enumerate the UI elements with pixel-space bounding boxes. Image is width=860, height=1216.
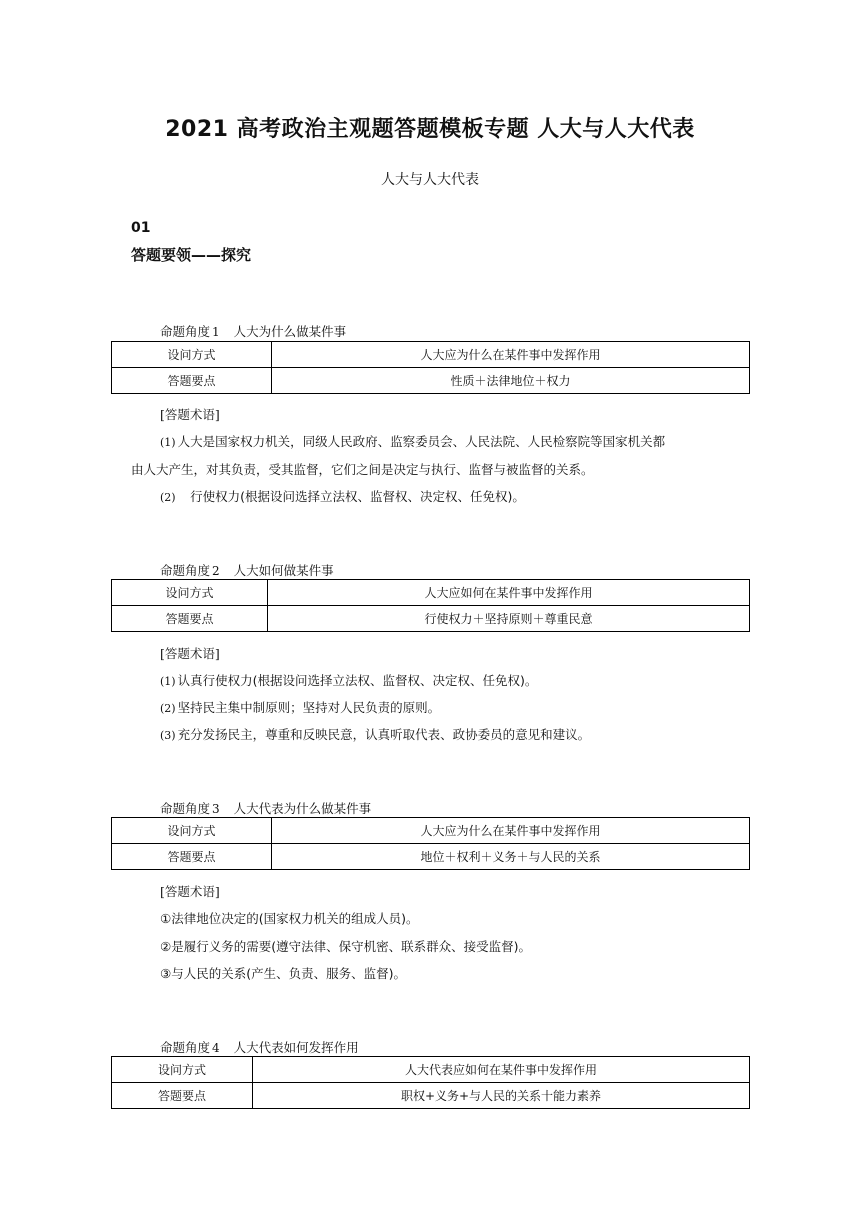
term-item	[160, 487, 525, 505]
item-number: (2)	[160, 702, 176, 715]
item-text: 认真行使权力(根据设问选择立法权、监督权、决定权、任免权)。	[177, 673, 538, 688]
angle-number: 1	[212, 325, 220, 339]
angle-1-heading	[160, 322, 346, 340]
table-key: 设问方式	[112, 818, 272, 844]
term-item	[160, 909, 418, 927]
item-number: (1)	[160, 436, 176, 449]
item-number: ①	[160, 911, 172, 926]
table-row	[112, 1083, 750, 1109]
angle-text: 人大代表如何发挥作用	[233, 1040, 359, 1055]
item-number: (1)	[160, 675, 176, 688]
term-item	[160, 964, 406, 982]
table-key: 答题要点	[112, 1083, 253, 1109]
table-row	[112, 368, 750, 394]
item-number: (2)	[160, 491, 176, 504]
term-item	[160, 698, 440, 716]
term-item	[160, 671, 537, 689]
table-value: 人大应如何在某件事中发挥作用	[268, 580, 750, 606]
angle-text: 人大为什么做某件事	[233, 324, 347, 339]
table-key: 设问方式	[112, 1057, 253, 1083]
table-value: 人大应为什么在某件事中发挥作用	[272, 818, 750, 844]
angle-4-table	[111, 1056, 750, 1109]
angle-number: 3	[212, 802, 220, 816]
angle-4-heading	[160, 1038, 359, 1056]
angle-text: 人大代表为什么做某件事	[233, 801, 372, 816]
angle-label: 命题角度	[160, 1040, 211, 1055]
angle-number: 4	[212, 1041, 220, 1055]
angle-label: 命题角度	[160, 801, 211, 816]
item-number: ②	[160, 939, 172, 954]
term-item	[160, 725, 590, 743]
section-heading: 答题要领——探究	[131, 246, 252, 264]
table-row	[112, 606, 750, 632]
table-value: 职权+义务+与人民的关系十能力素养	[253, 1083, 750, 1109]
section-number: 01	[131, 220, 151, 236]
table-row	[112, 818, 750, 844]
angle-label: 命题角度	[160, 324, 211, 339]
angle-1-table	[111, 341, 750, 394]
angle-label: 命题角度	[160, 563, 211, 578]
table-key: 答题要点	[112, 844, 272, 870]
item-number: (3)	[160, 729, 176, 742]
table-key: 设问方式	[112, 580, 268, 606]
item-text: 充分发扬民主，尊重和反映民意，认真听取代表、政协委员的意见和建议。	[177, 727, 591, 742]
item-text: 行使权力(根据设问选择立法权、监督权、决定权、任免权)。	[177, 489, 525, 504]
table-row	[112, 1057, 750, 1083]
table-value: 性质＋法律地位＋权力	[272, 368, 750, 394]
angle-number: 2	[212, 564, 220, 578]
document-subtitle: 人大与人大代表	[381, 172, 479, 188]
item-text: 人大是国家权力机关，同级人民政府、监察委员会、人民法院、人民检察院等国家机关都	[177, 434, 666, 449]
term-item-continuation: 由人大产生，对其负责，受其监督，它们之间是决定与执行、监督与被监督的关系。	[131, 462, 594, 477]
document-title: 2021 高考政治主观题答题模板专题 人大与人大代表	[165, 117, 695, 142]
table-row	[112, 342, 750, 368]
angle-3-heading	[160, 799, 371, 817]
item-text: 法律地位决定的(国家权力机关的组成人员)。	[171, 911, 419, 926]
angle-3-table	[111, 817, 750, 870]
table-value: 人大代表应如何在某件事中发挥作用	[253, 1057, 750, 1083]
terms-label: [答题术语]	[160, 646, 220, 661]
table-row	[112, 580, 750, 606]
angle-2-heading	[160, 561, 334, 579]
angle-2-table	[111, 579, 750, 632]
item-text: 与人民的关系(产生、负责、服务、监督)。	[171, 966, 406, 981]
item-text: 坚持民主集中制原则；坚持对人民负责的原则。	[177, 700, 441, 715]
term-item	[160, 432, 665, 450]
table-value: 行使权力＋坚持原则＋尊重民意	[268, 606, 750, 632]
table-row	[112, 844, 750, 870]
terms-label: [答题术语]	[160, 407, 220, 422]
term-item	[160, 937, 531, 955]
table-value: 地位＋权利＋义务＋与人民的关系	[272, 844, 750, 870]
table-key: 答题要点	[112, 368, 272, 394]
table-value: 人大应为什么在某件事中发挥作用	[272, 342, 750, 368]
item-number: ③	[160, 966, 172, 981]
angle-text: 人大如何做某件事	[233, 563, 334, 578]
table-key: 设问方式	[112, 342, 272, 368]
item-text: 是履行义务的需要(遵守法律、保守机密、联系群众、接受监督)。	[171, 939, 531, 954]
terms-label: [答题术语]	[160, 884, 220, 899]
table-key: 答题要点	[112, 606, 268, 632]
